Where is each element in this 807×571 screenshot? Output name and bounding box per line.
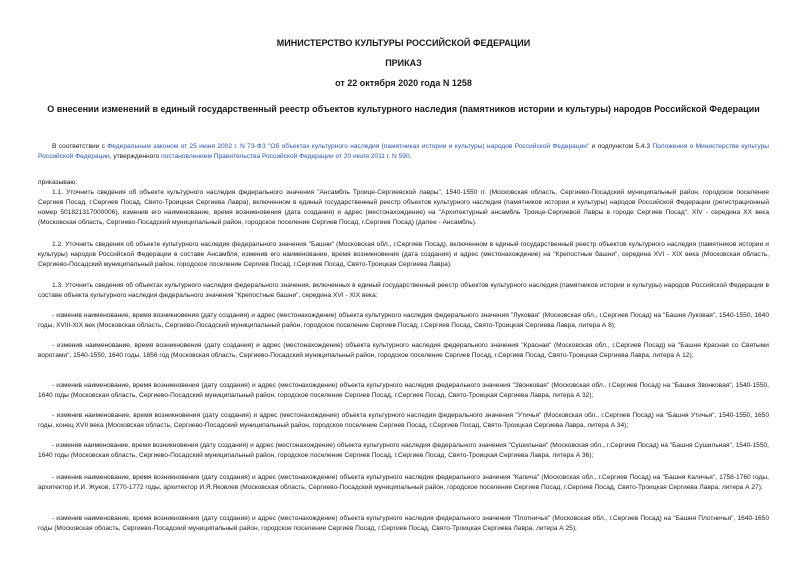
order-word: приказываю: xyxy=(38,179,78,186)
federal-law-link[interactable]: Федеральным законом от 25 июня 2002 г. N 73-ФЗ "Об объектах культурного наследия (памятниках истории и культуры) народов Российской Федерации" xyxy=(107,143,590,150)
preamble-paragraph xyxy=(38,142,769,162)
list-item-krasnaya: - изменив наименование, время возникновения (дату создания) и адрес (местонахождение) объекта культурного наследия федерального значения "Красная" (Московская обл., г.Сергиев Посад) на "Башня Красная со Святыми воротами", 1540-1550, 1640 годы, 1856 год (Московская область, Сергиево-Посадский муниципальный район, городское поселение Сергиев Посад, г.Сергиев Посад, Свято-Троицкая Сергиева Лавра, литера А 12); xyxy=(38,342,769,359)
list-item-kalichya: - изменив наименование, время возникновения (дату создания) и адрес (местонахождение) объекта культурного наследия федерального значения "Калича" (Московская обл., г.Сергиев Посад) на "Башня Каличья", 1758-1760 годы, архитектор И.И. Жуков, 1770-1772 годы, архитектор И.Я.Яковлев (Московская область, Сергиево-Посадский муниципальный район, городское поселение Сергиев Посад, г.Сергиев Посад, Свято-Троицкая Сергиева Лавра, литера А 27); xyxy=(38,474,769,491)
list-item-zvonkovaya: - изменив наименование, время возникновения (дату создания) и адрес (местонахождение) объекта культурного наследия федерального значения "Звонковая" (Московская обл., г.Сергиев Посад) на "Башня Звонковая", 1540-1550, 1640 годы (Московская область, Сергиево-Посадский муниципальный район, городское поселение Сергиев Посад, г.Сергиев Посад, Свято-Троицкая Сергиева Лавра, литера А 32); xyxy=(38,382,769,399)
doc-type-heading: ПРИКАЗ xyxy=(385,58,422,68)
list-item-lukovaya: - изменив наименование, время возникновения (дату создания) и адрес (местонахождение) объекта культурного наследия федерального значения "Луковая" (Московская обл., г.Сергиев Посад) на "Башня Луковая", 1540-1550, 1640 годы, XVIII-XIX век (Московская область, Сергиево-Посадский муниципальный район, городское поселение Сергиев Посад, г.Сергиев Посад, Свято-Троицкая Сергиева Лавра, литера А 8); xyxy=(38,312,769,329)
preamble-text-1: В соответствии с xyxy=(52,143,108,150)
list-item-sushilnaya: - изменив наименование, время возникновения (дату создания) и адрес (местонахождение) объекта культурного наследия федерального значения "Сушильная" (Московская обл., г.Сергиев Посад) на "Башня Сушильная", 1540-1550, 1640 годы (Московская область, Сергиево-Посадский муниципальный район, городское поселение Сергиев Посад, г.Сергиев Посад, Свято-Троицкая Сергиева Лавра, литера А 36); xyxy=(38,442,769,459)
date-number-heading: от 22 октября 2020 года N 1258 xyxy=(335,78,472,88)
item-1-1: 1.1. Уточнить сведения об объекте культурного наследия федерального значения "Ансамбль Троице-Сергиевской лавры", 1540-1550 гг. (Московская область, Сергиево-Посадский муниципальный район, городское поселение Сергиев Посад, г.Сергиев Посад, Свято-Троицкая Сергиева Лавра), включенном в единый государственный реестр объектов культурного наследия (памятников истории и культуры) народов Российской Федерации (регистрационный номер 501821317000006), изменив его наименование, время возникновения (дата создания) и адрес (местонахождение) на "Архитектурный ансамбль Троице-Сергиевой Лавры в городе Сергиев Посад", XIV - середина XX века (Московская область, Сергиево-Посадский муниципальный район, городское поселение Сергиев Посад, г.Сергиев Посад) (далее - Ансамбль). xyxy=(38,189,769,226)
list-item-plotnichya: - изменив наименование, время возникновения (дату создания) и адрес (местонахождение) объекта культурного наследия федерального значения "Плотничья" (Московская обл., г.Сергиев Посад) на "Башня Плотничья", 1640-1650 годы (Московская область, Сергиево-Посадский муниципальный район, городское поселение Сергиев Посад, г.Сергиев Посад, Свято-Троицкая Сергиева Лавра, литера А 25); xyxy=(38,515,769,532)
preamble-text-3: , утвержденного xyxy=(109,153,162,160)
preamble-text-4: . xyxy=(409,153,412,160)
government-decree-link[interactable]: постановлением Правительства Российской Федерации от 20 июля 2011 г. N 590 xyxy=(161,153,410,160)
list-item-utichya: - изменив наименование, время возникновения (дату создания) и адрес (местонахождение) объекта культурного наследия федерального значения "Утичья" (Московская обл., г.Сергиев Посад) на "Башня Утичья", 1540-1550, 1650 годы, конец XVII века (Московская область, Сергиево-Посадский муниципальный район, городское поселение Сергиев Посад, г.Сергиев Посад, Свято-Троицкая Сергиева Лавра, литера А 34); xyxy=(38,412,769,429)
preamble-text-2: и подпунктом 5.4.3 xyxy=(589,143,653,150)
item-1-3: 1.3. Уточнить сведения об объектах культурного наследия федерального значения, включенных в единый государственный реестр объектов культурного наследия (памятников истории и культуры) народов Российской Федерации в составе объекта культурного наследия федерального значения "Крепостные башни", середина XVI - XIX века: xyxy=(38,282,769,299)
ministry-heading: МИНИСТЕРСТВО КУЛЬТУРЫ РОССИЙСКОЙ ФЕДЕРАЦИИ xyxy=(276,38,531,48)
regulation-link[interactable]: Положения о Министерстве культуры Российской Федерации xyxy=(38,143,769,160)
document-title: О внесении изменений в единый государственный реестр объектов культурного наследия (памятников истории и культуры) народов Российской Федерации xyxy=(47,104,760,114)
item-1-2: 1.2. Уточнить сведения об объекте культурного наследия федерального значения "Башни" (Московская обл., г.Сергиев Посад), включенном в единый государственный реестр объектов культурного наследия (памятников истории и культуры) народов Российской Федерации в составе Ансамбля, изменив его наименование, время возникновения (дата создания) и адрес (местонахождение) на "Крепостные башни", середина XVI - XIX века (Московская область, Сергиево-Посадский муниципальный район, городское поселение Сергиев Посад, г.Сергиев Посад, Свято-Троицкая Сергиева Лавра). xyxy=(38,241,769,268)
